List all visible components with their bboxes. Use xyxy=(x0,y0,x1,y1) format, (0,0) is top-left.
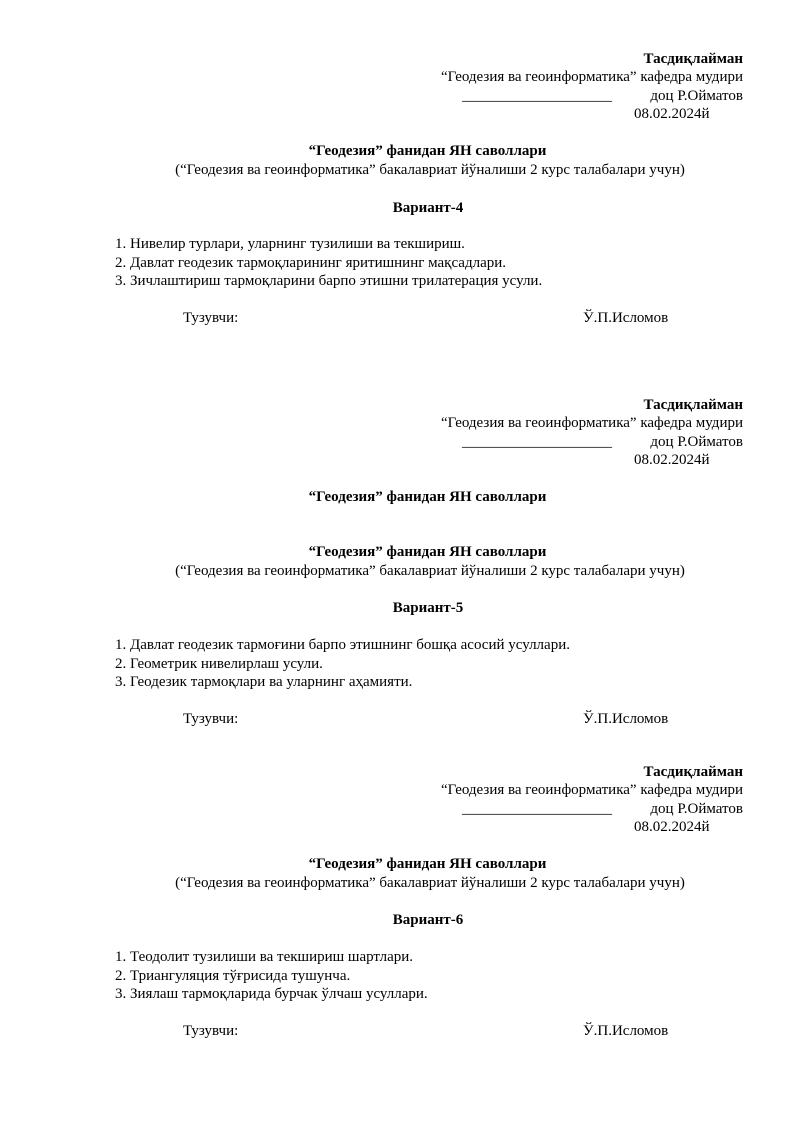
department-head-title: “Геодезия ва геоинформатика” кафедра мудири xyxy=(441,415,743,431)
question-item: 1. Теодолит тузилиши ва текшириш шартлари. xyxy=(115,949,414,965)
approval-date: 08.02.2024й xyxy=(634,106,710,122)
department-head-title: “Геодезия ва геоинформатика” кафедра мудири xyxy=(441,782,743,798)
question-item: 1. Давлат геодезик тармоғини барпо этишнинг бошқа асосий усуллари. xyxy=(115,637,570,653)
question-item: 1. Нивелир турлари, уларнинг тузилиши ва текшириш. xyxy=(115,236,465,252)
document-title: “Геодезия” фанидан ЯН саволлари xyxy=(308,856,547,872)
approval-date: 08.02.2024й xyxy=(634,452,710,468)
document-subtitle: (“Геодезия ва геоинформатика” бакалавриат йўналиши 2 курс талабалари учун) xyxy=(175,563,685,579)
department-head-name: доц Р.Ойматов xyxy=(650,434,743,450)
variant-heading: Вариант-5 xyxy=(392,600,464,616)
signature-line: ____________________ xyxy=(462,434,612,450)
variant-heading: Вариант-6 xyxy=(392,912,464,928)
document-subtitle: (“Геодезия ва геоинформатика” бакалавриат йўналиши 2 курс талабалари учун) xyxy=(175,162,685,178)
compiler-label: Тузувчи: xyxy=(183,711,239,727)
question-item: 3. Зиялаш тармоқларида бурчак ўлчаш усуллари. xyxy=(115,986,428,1002)
compiler-name: Ў.П.Исломов xyxy=(583,310,669,326)
compiler-label: Тузувчи: xyxy=(183,1023,239,1039)
compiler-name: Ў.П.Исломов xyxy=(583,1023,669,1039)
question-item: 3. Геодезик тармоқлари ва уларнинг аҳамияти. xyxy=(115,674,413,690)
signature-line: ____________________ xyxy=(462,801,612,817)
approval-date: 08.02.2024й xyxy=(634,819,710,835)
variant-heading: Вариант-4 xyxy=(392,200,464,216)
department-head-name: доц Р.Ойматов xyxy=(650,88,743,104)
compiler-label: Тузувчи: xyxy=(183,310,239,326)
document-subtitle: (“Геодезия ва геоинформатика” бакалавриат йўналиши 2 курс талабалари учун) xyxy=(175,875,685,891)
question-item: 2. Геометрик нивелирлаш усули. xyxy=(115,656,323,672)
document-title: “Геодезия” фанидан ЯН саволлари xyxy=(308,143,547,159)
document-title: “Геодезия” фанидан ЯН саволлари xyxy=(308,489,547,505)
department-head-title: “Геодезия ва геоинформатика” кафедра мудири xyxy=(441,69,743,85)
question-item: 3. Зичлаштириш тармоқларини барпо этишни трилатерация усули. xyxy=(115,273,543,289)
compiler-name: Ў.П.Исломов xyxy=(583,711,669,727)
department-head-name: доц Р.Ойматов xyxy=(650,801,743,817)
approval-heading: Тасдиқлайман xyxy=(643,51,743,67)
approval-heading: Тасдиқлайман xyxy=(643,397,743,413)
approval-heading: Тасдиқлайман xyxy=(643,764,743,780)
document-title: “Геодезия” фанидан ЯН саволлари xyxy=(308,544,547,560)
question-item: 2. Триангуляция тўғрисида тушунча. xyxy=(115,968,351,984)
signature-line: ____________________ xyxy=(462,88,612,104)
question-item: 2. Давлат геодезик тармоқларининг яритишнинг мақсадлари. xyxy=(115,255,507,271)
